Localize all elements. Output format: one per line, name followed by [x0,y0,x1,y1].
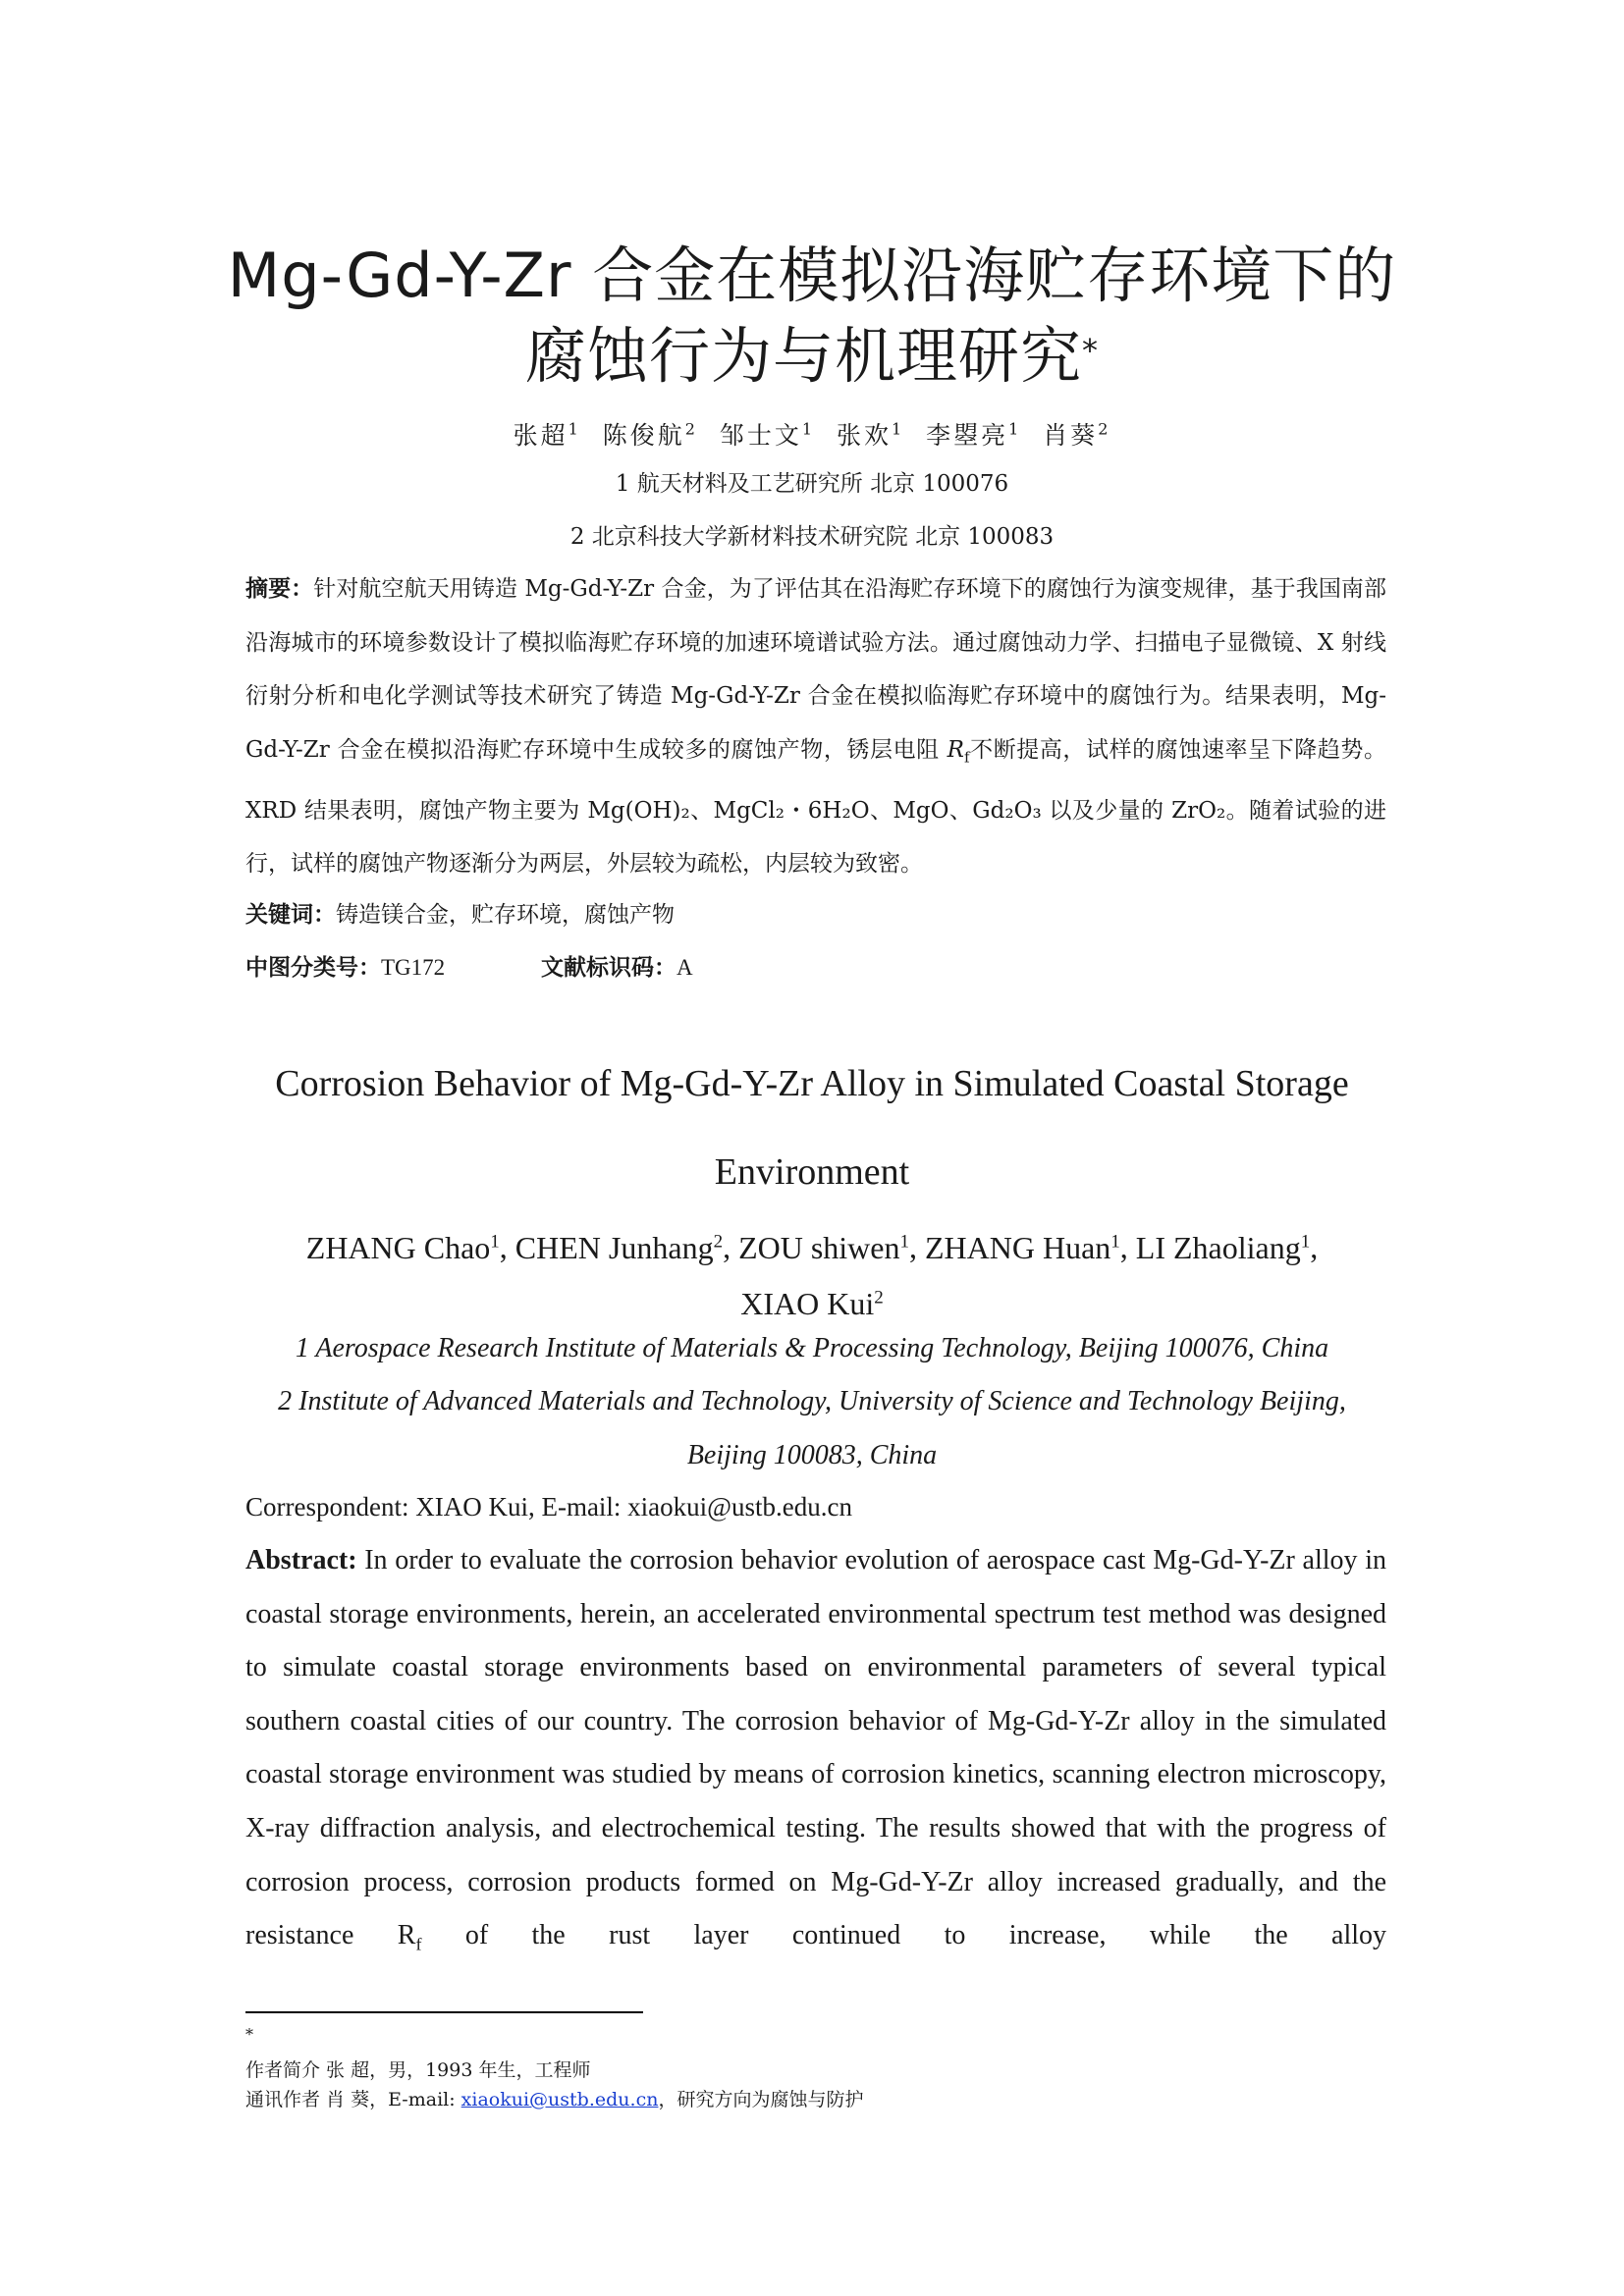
keywords-cn-label: 关键词： [245,902,336,928]
abstract-cn-label: 摘要： [245,576,314,602]
doc-code-label: 文献标识码： [541,955,677,981]
affiliation-cn-1: 1 航天材料及工艺研究所 北京 100076 [615,471,1009,497]
abstract-en: Abstract: In order to evaluate the corrosion behavior evolution of aerospace cast Mg-Gd-Y-Zr alloy in coastal storage environments, herein, an accelerated environmental spectrum test method was designed to simulate coastal storage environments based on environmental parameters of several typical southern coastal cities of our country. The corrosion behavior of Mg-Gd-Y-Zr alloy in the simulated coastal storage environment was studied by means of corrosion kinetics, scanning electron microscopy, X-ray diffraction analysis, and electrochemical testing. The results showed that with the progress of corrosion process, corrosion products formed on Mg-Gd-Y-Zr alloy increased gradually, and the resistance $R_f$ of the rust layer continued to increase, while the alloy [245,1545,1387,1954]
correspondent: Correspondent: XIAO Kui, E-mail: xiaokui@ustb.edu.cn [245,1492,853,1522]
author-cn: 李曌亮$^1$ [926,419,1022,450]
title-footnote-mark: * [1082,332,1099,369]
title-cn-line2-text: 腐蚀行为与机理研究 [524,320,1082,392]
keywords-cn: 关键词：铸造镁合金，贮存环境，腐蚀产物 [245,902,675,928]
footnote-divider [245,2011,643,2013]
author-cn: 陈俊航$^2$ [602,419,698,450]
author-cn: 张超$^1$ [513,419,581,450]
title-en-line2: Environment [714,1151,910,1193]
author-en: ZOU shiwen$^1$ [738,1229,909,1265]
title-cn-line1: Mg-Gd-Y-Zr 合金在模拟沿海贮存环境下的 [227,240,1397,311]
footnote-author-intro: 作者简介 张 超，男，1993 年生，工程师 [245,2059,591,2081]
clc-label: 中图分类号： [245,955,381,981]
author-en: ZHANG Chao$^1$ [305,1229,500,1265]
affiliation-en-1: 1 Aerospace Research Institute of Materials & Processing Technology, Beijing 100076, China [295,1333,1329,1363]
affiliation-en-2a: 2 Institute of Advanced Materials and Technology, University of Science and Technology Beijing, [278,1386,1346,1416]
clc-value: TG172 [381,955,446,980]
title-en-line1: Corrosion Behavior of Mg-Gd-Y-Zr Alloy in Simulated Coastal Storage [275,1063,1349,1104]
author-en: CHEN Junhang$^2$ [514,1229,724,1265]
abstract-cn: 摘要：针对航空航天用铸造 Mg-Gd-Y-Zr 合金，为了评估其在沿海贮存环境下的腐蚀行为演变规律，基于我国南部沿海城市的环境参数设计了模拟临海贮存环境的加速环境谱试验方法。通过腐蚀动力学、扫描电子显微镜、X 射线衍射分析和电化学测试等技术研究了铸造 Mg-Gd-Y-Zr 合金在模拟临海贮存环境中的腐蚀行为。结果表明，Mg-Gd-Y-Zr 合金在模拟沿海贮存环境中生成较多的腐蚀产物，锈层电阻 $R_f$不断提高，试样的腐蚀速率呈下降趋势。XRD 结果表明，腐蚀产物主要为 Mg(OH)₂、MgCl₂・6H₂O、MgO、Gd₂O₃ 以及少量的 ZrO₂。随着试验的进行，试样的腐蚀产物逐渐分为两层，外层较为疏松，内层较为致密。 [245,576,1387,878]
title-cn-line2 [147,312,1477,400]
authors-en: ZHANG Chao$^1$, CHEN Junhang$^2$, ZOU shiwen$^1$, ZHANG Huan$^1$, LI Zhaoliang$^1$, XIAO Kui$^2$ [305,1229,1319,1322]
authors-cn [147,416,1477,452]
classification-cn [245,949,445,982]
doc-code [541,949,693,982]
footnote-mark: * [245,2025,253,2044]
affiliation-cn-2: 2 北京科技大学新材料技术研究院 北京 100083 [569,524,1055,550]
author-en: LI Zhaoliang$^1$ [1135,1229,1311,1265]
author-en: ZHANG Huan$^1$ [924,1229,1120,1265]
author-cn: 邹士文$^1$ [719,419,816,450]
author-cn: 肖葵$^2$ [1043,419,1111,450]
doc-code-value: A [677,955,693,980]
affiliation-en-2b: Beijing 100083, China [686,1440,938,1470]
footnote-email-link[interactable]: xiaokui@ustb.edu.cn [460,2089,659,2110]
footnote-correspondent: 通讯作者 肖 葵，E-mail: xiaokui@ustb.edu.cn，研究方向为腐蚀与防护 [245,2089,864,2110]
author-cn: 张欢$^1$ [836,419,905,450]
abstract-en-label: Abstract: [245,1545,357,1575]
author-en: XIAO Kui$^2$ [740,1286,884,1322]
